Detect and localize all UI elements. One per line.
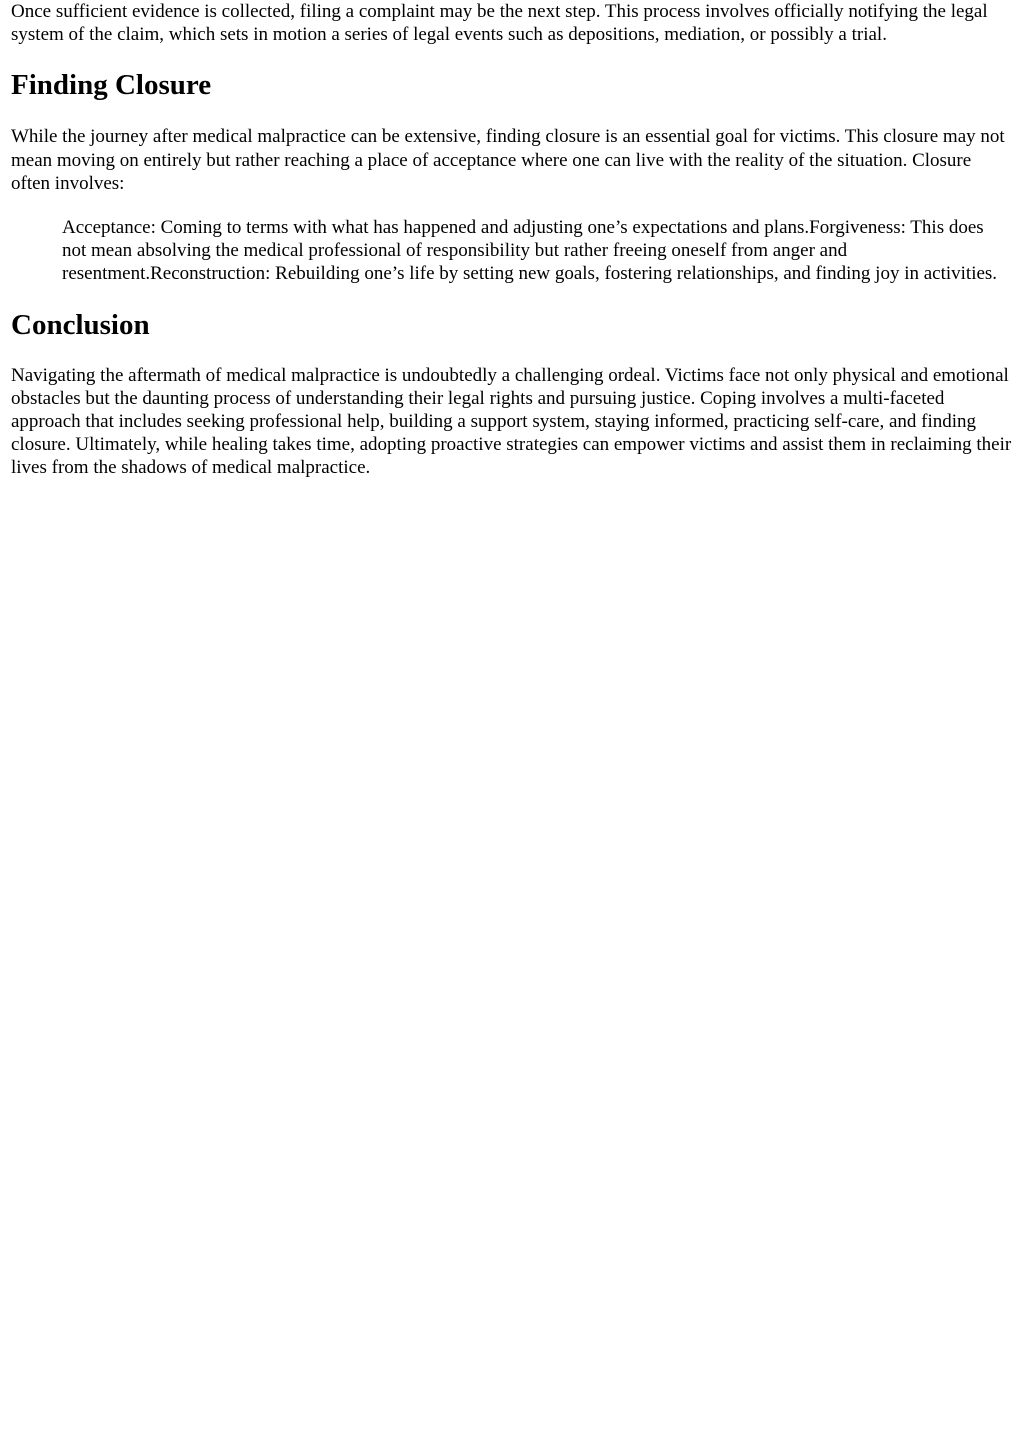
finding-closure-heading: Finding Closure <box>11 69 212 102</box>
conclusion-paragraph: Navigating the aftermath of medical malpractice is undoubtedly a challenging ordeal. Victims face not only physical and emotional obstacles but the daunting process of understanding their legal rights and pursuing justice. Coping involves a multi-faceted approach that includes seeking professional help, building a support system, staying informed, practicing self-care, and finding closure. Ultimately, while healing takes time, adopting proactive strategies can empower victims and assist them in reclaiming their lives from the shadows of medical malpractice. <box>11 364 1012 479</box>
finding-closure-paragraph: While the journey after medical malpractice can be extensive, finding closure is an essential goal for victims. This closure may not mean moving on entirely but rather reaching a place of acceptance where one can live with the reality of the situation. Closure often involves: <box>11 126 1005 194</box>
article-body <box>0 0 1024 480</box>
conclusion-heading: Conclusion <box>11 308 150 341</box>
closure-steps-quote: Acceptance: Coming to terms with what has happened and adjusting one’s expectations and plans.Forgiveness: This does not mean absolving the medical professional of responsibility but rather freeing oneself from anger and resentment.Reconstruction: Rebuilding one’s life by setting new goals, fostering relationships, and finding joy in activities. <box>62 217 998 285</box>
intro-paragraph: Once sufficient evidence is collected, filing a complaint may be the next step. This process involves officially notifying the legal system of the claim, which sets in motion a series of legal events such as depositions, mediation, or possibly a trial. <box>11 1 988 46</box>
